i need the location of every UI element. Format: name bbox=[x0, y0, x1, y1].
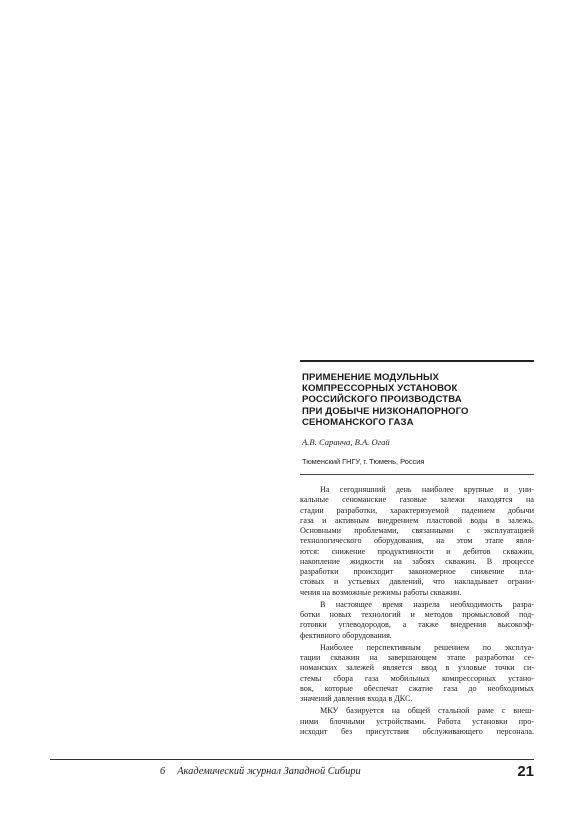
text-line: тации скважин на завершающем этапе разработки се- bbox=[300, 653, 534, 663]
text-line: чения на возможные режимы работы скважин. bbox=[300, 587, 462, 597]
title-line: СЕНОМАНСКОГО ГАЗА bbox=[302, 416, 414, 428]
text-line: номанских залежей является ввод в узловые точки си- bbox=[300, 663, 534, 673]
text-line: ботки новых технологий и методов промысловой под- bbox=[300, 610, 534, 620]
title-line: ПРИ ДОБЫЧЕ НИЗКОНАПОРНОГО bbox=[302, 405, 469, 417]
text-line: МКУ базируется на общей стальной раме с внеш- bbox=[320, 706, 534, 716]
text-line: газа и активным внедрением пластовой воды в залежь. bbox=[300, 515, 534, 525]
page-number: 21 bbox=[517, 763, 534, 780]
title-line: КОМПРЕССОРНЫХ УСТАНОВОК bbox=[302, 383, 458, 395]
article-authors: А.В. Саранча, В.А. Огай bbox=[302, 437, 390, 448]
text-line: кальные сеноманские газовые залежи находятся на bbox=[300, 495, 534, 505]
text-line: стемы сбора газа мобильных компрессорных устано- bbox=[300, 673, 534, 683]
text-line: вок, которые обеспечат сжатие газа до необходимых bbox=[300, 683, 534, 693]
text-line: ются: снижение продуктивности и дебитов скважин, bbox=[300, 546, 534, 556]
body-paragraph bbox=[300, 600, 534, 641]
title-line: ПРИМЕНЕНИЕ МОДУЛЬНЫХ bbox=[302, 372, 440, 383]
text-line: Основными проблемами, связанными с эксплуатацией bbox=[300, 526, 534, 536]
text-line: стовых и устьевых давлений, что накладывает ограни- bbox=[300, 577, 534, 587]
text-line: ними блочными устройствами. Работа установки про- bbox=[300, 716, 534, 726]
article bbox=[300, 360, 534, 737]
text-line: разработки происходит закономерное снижение пла- bbox=[300, 567, 534, 577]
article-body bbox=[300, 485, 534, 737]
title-line: РОССИЙСКОГО ПРОИЗВОДСТВА bbox=[302, 394, 462, 406]
journal-name: Академический журнал Западной Сибири bbox=[177, 766, 361, 777]
text-line: готовки углеводородов, а также внедрения высокоэф- bbox=[300, 620, 534, 630]
footer-journal-line bbox=[160, 766, 361, 777]
text-line: стадии разработки, характеризуемой падением добычи bbox=[300, 505, 534, 515]
text-line: фективного оборудования. bbox=[300, 630, 392, 640]
article-affiliation: Тюменский ГНГУ, г. Тюмень, Россия bbox=[302, 457, 425, 467]
text-line: технологического оборудования, на этом этапе явля- bbox=[300, 536, 534, 546]
text-line: значений давления входа в ДКС. bbox=[300, 694, 413, 704]
body-paragraph bbox=[300, 706, 534, 737]
article-title bbox=[300, 372, 534, 428]
issue-number: 6 bbox=[160, 766, 166, 777]
text-line: исходит без присутствия обслуживающего персонала. bbox=[300, 726, 534, 736]
text-line: Наиболее перспективным решением по эксплуа- bbox=[320, 642, 534, 652]
text-line: На сегодняшний день наиболее крупные и уни- bbox=[320, 485, 534, 495]
title-top-rule bbox=[300, 360, 534, 362]
body-paragraph bbox=[300, 643, 534, 705]
page-footer bbox=[50, 763, 534, 783]
header-separator bbox=[300, 474, 534, 475]
text-line: В настоящее время назрела необходимость разра- bbox=[320, 599, 534, 609]
footer-rule bbox=[50, 759, 534, 760]
text-line: накопление жидкости на забоях скважин. В процессе bbox=[300, 556, 534, 566]
body-paragraph bbox=[300, 485, 534, 598]
